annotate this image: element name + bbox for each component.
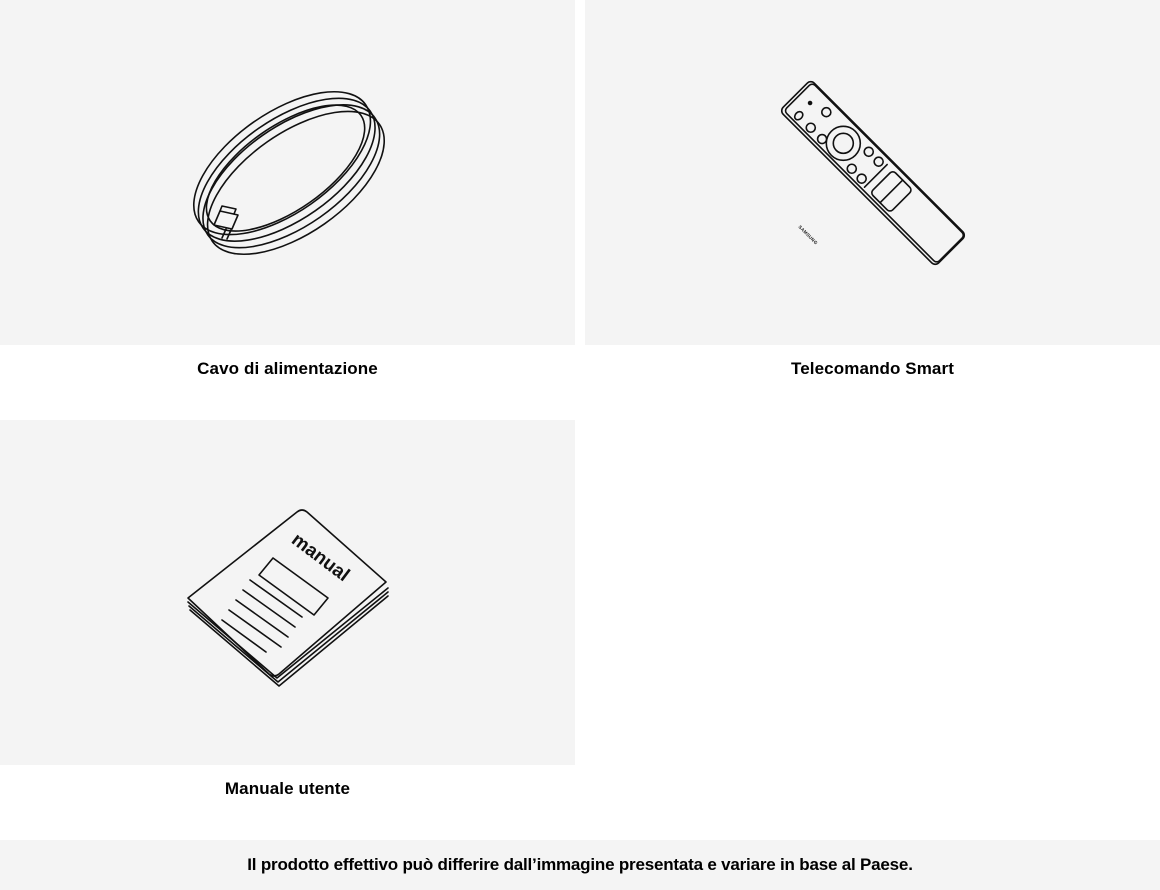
user-manual-icon [0,420,575,765]
item-card-user-manual [0,420,575,799]
disclaimer-bar [0,840,1160,890]
item-label: Telecomando Smart [791,359,954,378]
disclaimer-text: Il prodotto effettivo può differire dall’immagine presentata e variare in base al Paese. [247,855,913,874]
remote-brand-logo: SAMSUNG [797,224,819,246]
item-image-user-manual [0,420,575,765]
power-cable-icon [0,0,575,345]
item-label: Manuale utente [224,779,351,798]
manual-cover-title: manual [287,529,354,587]
smart-remote-icon [585,0,1160,345]
item-card-power-cable [0,0,575,379]
item-image-power-cable [0,0,575,345]
item-card-smart-remote [585,0,1160,379]
item-label: Cavo di alimentazione [197,359,378,378]
item-image-smart-remote [585,0,1160,345]
